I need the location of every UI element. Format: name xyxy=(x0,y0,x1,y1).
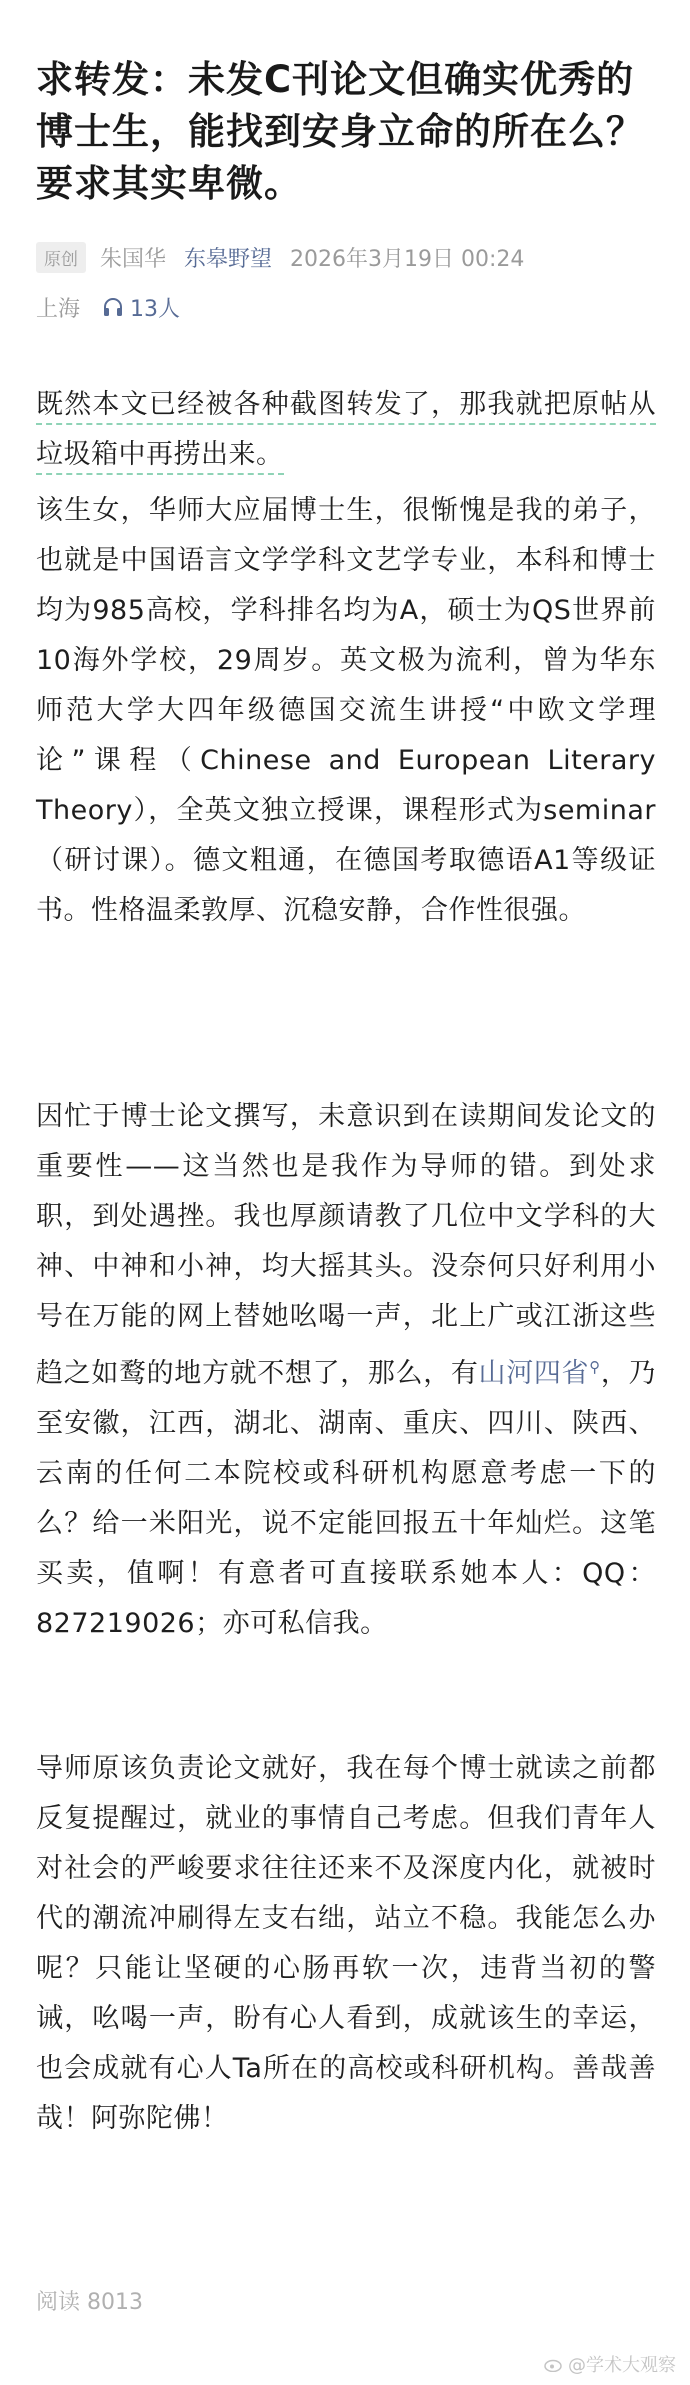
account-link[interactable]: 东皋野望 xyxy=(184,246,273,272)
headphones-icon xyxy=(102,297,124,317)
author-name: 朱国华 xyxy=(100,246,167,272)
original-badge: 原创 xyxy=(36,242,86,273)
paragraph-conclusion: 导师原该负责论文就好，我在每个博士就读之前都反复提醒过，就业的事情自己考虑。但我们青年人对社会的严峻要求往往还来不及深度内化，就被时代的潮流冲刷得左支右绌，站立不稳。我能怎么办呢？只能让坚硬的心肠再软一次，违背当初的警诫，吆喝一声，盼有心人看到，成就该生的幸运，也会成就有心人Ta所在的高校或科研机构。善哉善哉！阿弥陀佛！ xyxy=(36,1753,656,2134)
weibo-icon xyxy=(544,2356,564,2372)
article-title: 求转发：未发C刊论文但确实优秀的博士生，能找到安身立命的所在么？要求其实卑微。 xyxy=(36,58,644,205)
article-meta xyxy=(36,240,524,274)
highlighted-sentence[interactable]: 既然本文已经被各种截图转发了，那我就把原帖从垃圾箱中再捞出来。 xyxy=(36,389,656,475)
paragraph-text: ，乃至安徽，江西，湖北、湖南、重庆、四川、陕西、云南的任何二本院校或科研机构愿意考虑一下的么？给一米阳光，说不定能回报五十年灿烂。这笔买卖，值啊！有意者可直接联系她本人：QQ：827219026；亦可私信我。 xyxy=(36,1358,657,1639)
topic-link-label: 山河四省 xyxy=(478,1358,590,1389)
search-icon: ⚲ xyxy=(589,1358,601,1376)
read-count: 阅读 8013 xyxy=(36,2290,143,2315)
listener-count: 13人 xyxy=(130,296,181,322)
topic-link[interactable] xyxy=(479,1358,601,1389)
location: 上海 xyxy=(36,296,81,322)
paragraph-intro xyxy=(36,380,656,480)
paragraph-job-search xyxy=(36,1092,656,1649)
paragraph-text: 因忙于博士论文撰写，未意识到在读期间发论文的重要性——这当然也是我作为导师的错。到处求职，到处遇挫。我也厚颜请教了几位中文学科的大神、中神和小神，均大摇其头。没奈何只好利用小号在万能的网上替她吆喝一声，北上广或江浙这些趋之如鹜的地方就不想了，那么，有 xyxy=(36,1101,656,1389)
paragraph-student-profile: 该生女，华师大应届博士生，很惭愧是我的弟子，也就是中国语言文学学科文艺学专业，本科和博士均为985高校，学科排名均为A，硕士为QS世界前10海外学校，29周岁。英文极为流利，曾为华东师范大学大四年级德国交流生讲授“中欧文学理论”课程（Chinese and European Literary Theory），全英文独立授课，课程形式为seminar（研讨课）。德文粗通，在德国考取德语A1等级证书。性格温柔敦厚、沉稳安静，合作性很强。 xyxy=(36,495,656,926)
watermark-text: @学术大观察 xyxy=(568,2355,676,2376)
listen-button[interactable] xyxy=(102,292,180,323)
publish-time: 2026年3月19日 00:24 xyxy=(290,246,525,272)
article-meta-secondary xyxy=(36,290,180,324)
watermark xyxy=(544,2351,676,2377)
